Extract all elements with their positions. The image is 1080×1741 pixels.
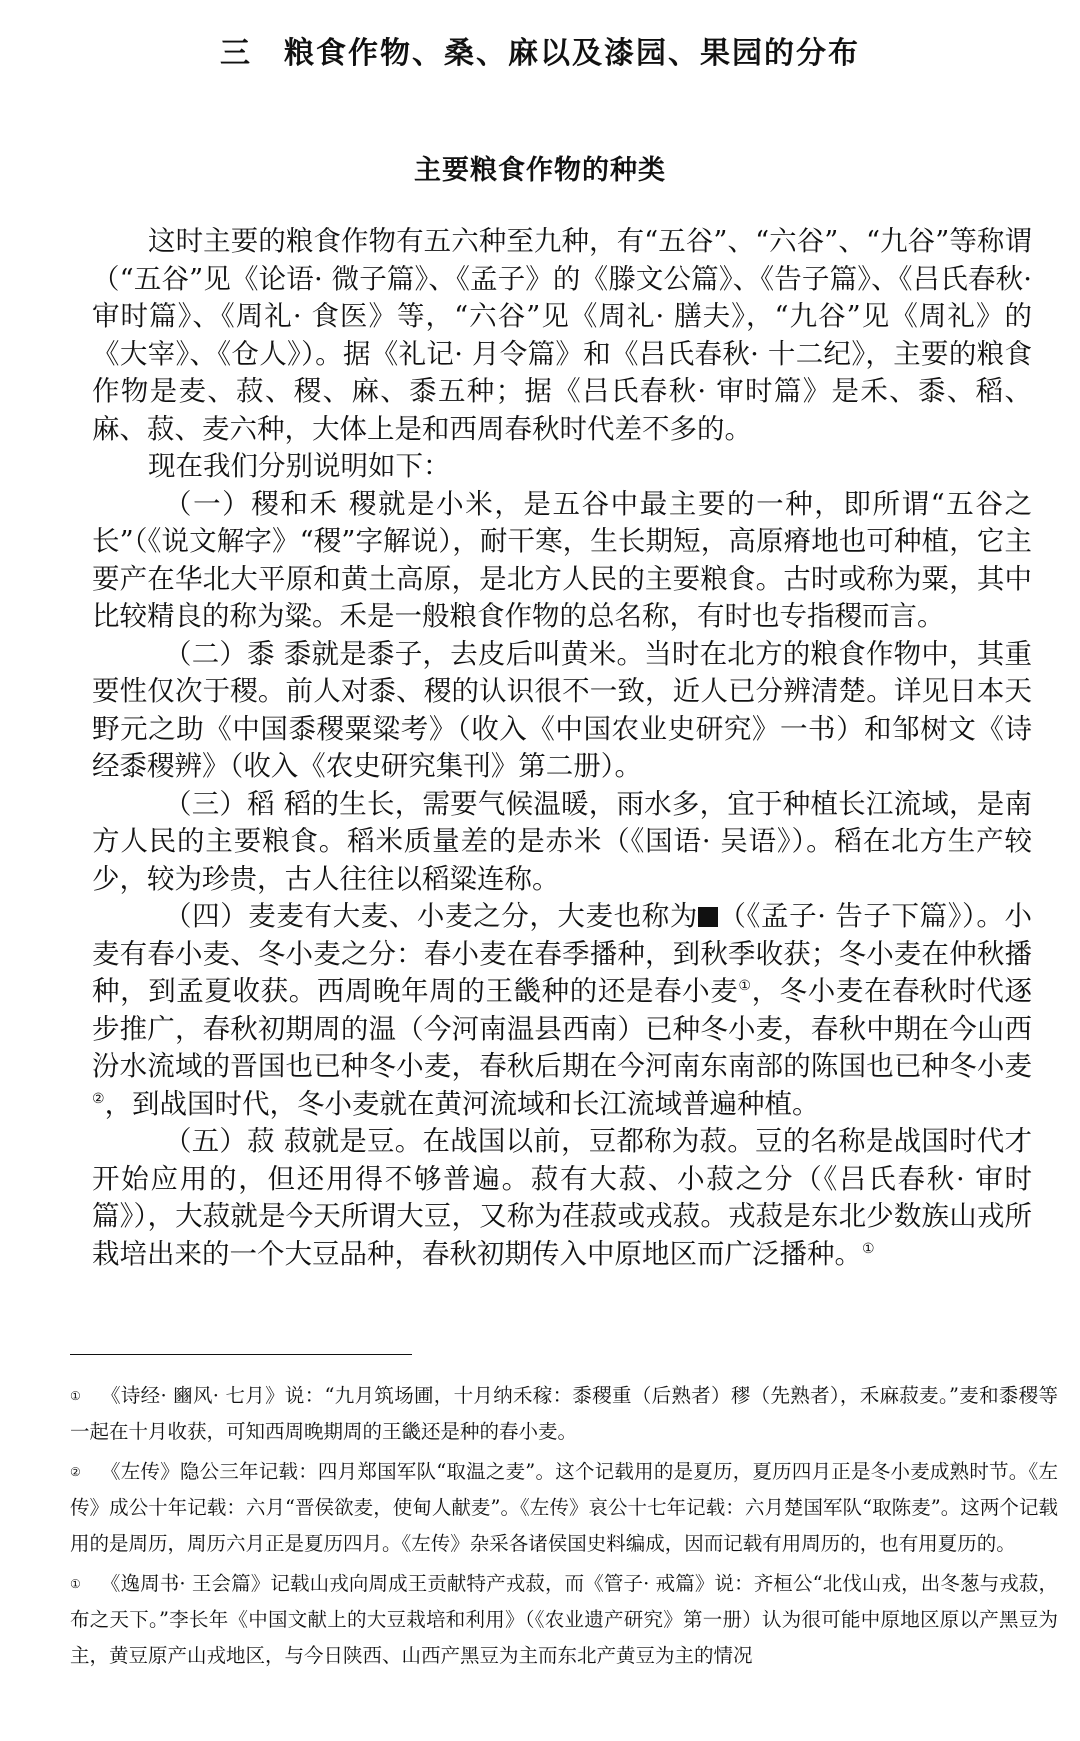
footnotes [70, 1378, 1058, 1678]
footnote-1 [70, 1378, 1058, 1450]
paragraph-broomcorn-millet: （二）黍 黍就是黍子，去皮后叫黄米。当时在北方的粮食作物中，其重要性仅次于稷。前人对黍、稷的认识很不一致，近人已分辨清楚。详见日本天野元之助《中国黍稷粟粱考》（收入《中国农业史研究》一书）和邹树文《诗经黍稷辨》（收入《农史研究集刊》第二册）。 [92, 637, 1032, 782]
chapter-title: 三 粮食作物、桑、麻以及漆园、果园的分布 [220, 36, 860, 71]
footnote-ref-3: ① [862, 1240, 875, 1257]
body-text [92, 223, 1032, 1273]
footnote-3 [70, 1566, 1058, 1674]
footnote-ref-2: ② [92, 1090, 105, 1107]
wheat-text-b: （《孟子· 告子下篇》）。小麦有春小麦、冬小麦之分：春小麦在春季播种，到秋季收获；冬小麦在仲秋播种，到孟夏收获。西周晚年周的王畿种的还是春小麦 [92, 900, 1032, 1007]
paragraph-wheat [92, 898, 1032, 1123]
paragraph-transition: 现在我们分别说明如下： [148, 450, 451, 482]
wheat-text-a: （四）麦麦有大麦、小麦之分，大麦也称为 [164, 900, 698, 932]
footnote-3-text: 《逸周书· 王会篇》记载山戎向周成王贡献特产戎菽，而《管子· 戒篇》说：齐桓公“北伐山戎，出冬葱与戎菽，布之天下。”李长年《中国文献上的大豆栽培和利用》（《农业遗产研究》第一册）认为很可能中原地区原以产黑豆为主，黄豆原产山戎地区，与今日陕西、山西产黑豆为主而东北产黄豆为主的情况 [70, 1572, 1059, 1667]
footnote-divider [70, 1354, 412, 1355]
footnote-3-mark: ① [70, 1577, 81, 1591]
paragraph-beans [92, 1123, 1032, 1273]
footnote-ref-1: ① [738, 977, 752, 994]
footnote-1-mark: ① [70, 1389, 82, 1403]
footnote-1-text: 《诗经· 豳风· 七月》说：“九月筑场圃，十月纳禾稼：黍稷重（后熟者）穋（先熟者），禾麻菽麦。”麦和黍稷等一起在十月收获，可知西周晚期周的王畿还是种的春小麦。 [70, 1384, 1058, 1443]
footnote-2 [70, 1454, 1058, 1562]
paragraph-millet: （一）稷和禾 稷就是小米，是五谷中最主要的一种，即所谓“五谷之长”（《说文解字》“稷”字解说），耐干寒，生长期短，高原瘠地也可种植，它主要产在华北大平原和黄土高原，是北方人民的主要粮食。古时或称为粟，其中比较精良的称为粱。禾是一般粮食作物的总名称，有时也专指稷而言。 [92, 487, 1032, 632]
wheat-text-d: ，到战国时代，冬小麦就在黄河流域和长江流域普遍种植。 [104, 1087, 820, 1120]
paragraph-intro: 这时主要的粮食作物有五六种至九种，有“五谷”、“六谷”、“九谷”等称谓（“五谷”见《论语· 微子篇》、《孟子》的《滕文公篇》、《告子篇》、《吕氏春秋· 审时篇》、《周礼· 食医》等，“六谷”见《周礼· 膳夫》，“九谷”见《周礼》的《大宰》、《仓人》）。据《礼记· 月令篇》和《吕氏春秋· 十二纪》，主要的粮食作物是麦、菽、稷、麻、黍五种；据《吕氏春秋· 审时篇》是禾、黍、稻、麻、菽、麦六种，大体上是和西周春秋时代差不多的。 [92, 225, 1032, 445]
beans-text: （五）菽 菽就是豆。在战国以前，豆都称为菽。豆的名称是战国时代才开始应用的，但还用得不够普遍。菽有大菽、小菽之分（《吕氏春秋· 审时篇》），大菽就是今天所谓大豆，又称为荏菽或戎菽。戎菽是东北少数族山戎所栽培出来的一个大豆品种，春秋初期传入中原地区而广泛播种。 [92, 1125, 1032, 1270]
footnote-2-text: 《左传》隐公三年记载：四月郑国军队“取温之麦”。这个记载用的是夏历，夏历四月正是冬小麦成熟时节。《左传》成公十年记载：六月“晋侯欲麦，使甸人献麦”。《左传》哀公十七年记载：六月楚国军队“取陈麦”。这两个记载用的是周历，周历六月正是夏历四月。《左传》杂采各诸侯国史料编成，因而记载有用周历的，也有用夏历的。 [70, 1460, 1058, 1555]
section-title: 主要粮食作物的种类 [414, 155, 666, 186]
wheat-text-c: ，冬小麦在春秋时代逐步推广，春秋初期周的温（今河南温县西南）已种冬小麦，春秋中期在今山西汾水流域的晋国也已种冬小麦，春秋后期在今河南东南部的陈国也已种冬小麦 [92, 975, 1032, 1082]
footnote-2-mark: ② [70, 1465, 81, 1479]
paragraph-rice: （三）稻 稻的生长，需要气候温暖，雨水多，宜于种植长江流域，是南方人民的主要粮食。稻米质量差的是赤米（《国语· 吴语》）。稻在北方生产较少，较为珍贵，古人往往以稻粱连称。 [92, 787, 1032, 895]
missing-character-block [698, 907, 718, 927]
